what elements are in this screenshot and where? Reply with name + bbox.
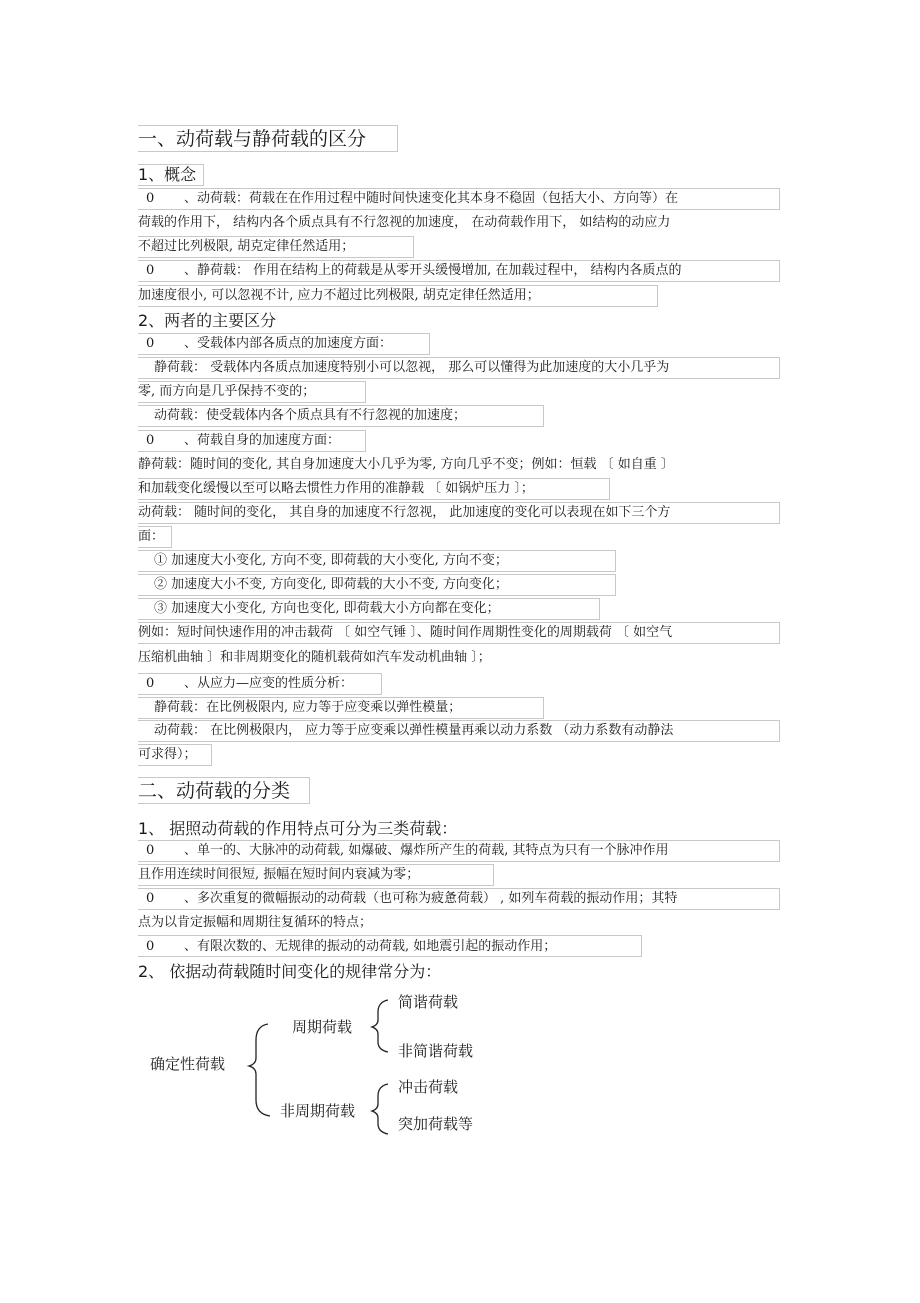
item-text: 、荷载自身的加速度方面： (184, 433, 341, 448)
list-item (146, 335, 392, 353)
item-text: 、动荷载：荷载在在作用过程中随时间快速变化其本身不稳固（包括大小、方向等）在 (184, 191, 679, 206)
diagram-root-label: 确定性荷载 (150, 1055, 226, 1073)
paragraph-line: 压缩机曲轴 〕和非周期变化的随机载荷如汽车发动机曲轴 〕； (138, 650, 491, 665)
paragraph-line: 静荷载：在比例极限内, 应力等于应变乘以弹性模量； (154, 700, 462, 715)
diagram-sudden-label: 突加荷载等 (398, 1115, 474, 1133)
heading-by-time: 2、 依据动荷载随时间变化的规律常分为： (138, 962, 442, 981)
paragraph-line: 静荷载：随时间的变化, 其自身加速度大小几乎为零, 方向几乎不变；例如：恒载 〔 如自重 〕 (138, 457, 674, 472)
brace-root (249, 1024, 270, 1116)
list-item (146, 938, 556, 956)
heading-differences: 2、两者的主要区分 (138, 311, 277, 330)
paragraph-line: 可求得）； (138, 747, 197, 762)
brace-periodic (372, 1000, 388, 1052)
paragraph-line: 静荷载： 受载体内各质点加速度特别小可以忽视， 那么可以懂得为此加速度的大小几乎为 (154, 360, 670, 375)
item-text: 、单一的、大脉冲的动荷载, 如爆破、爆炸所产生的荷载, 其特点为只有一个脉冲作用 (184, 843, 669, 858)
item-number: 0 (146, 191, 155, 206)
sub-list-item: ① 加速度大小变化, 方向不变, 即荷载的大小变化, 方向不变； (154, 553, 508, 568)
paragraph-line: 面： (138, 529, 165, 544)
brace-nonperiodic (372, 1084, 388, 1134)
paragraph-line: 和加载变化缓慢以至可以略去惯性力作用的准静载 〔 如锅炉压力 〕； (138, 481, 534, 496)
item-number: 0 (146, 843, 155, 858)
sub-list-item: ② 加速度大小不变, 方向变化, 即荷载的大小不变, 方向变化； (154, 577, 508, 592)
item-number: 0 (146, 263, 155, 278)
item-text: 、静荷载： 作用在结构上的荷载是从零开头缓慢增加, 在加载过程中， 结构内各质点的 (184, 263, 682, 278)
heading-concept: 1、概念 (138, 165, 197, 184)
item-number: 0 (146, 891, 155, 906)
list-item (146, 432, 340, 450)
item-text: 、有限次数的、无规律的振动的动荷载, 如地震引起的振动作用； (184, 939, 557, 954)
paragraph-line: 例如：短时间快速作用的冲击载荷 〔 如空气锤 〕、随时间作周期性变化的周期载荷 〔 如空气 (138, 625, 673, 640)
diagram-harmonic-label: 简谐荷载 (398, 993, 459, 1011)
item-text: 、从应力—应变的性质分析： (184, 676, 354, 691)
sub-list-item: ③ 加速度大小变化, 方向也变化, 即荷载大小方向都在变化； (154, 601, 500, 616)
item-number: 0 (146, 433, 155, 448)
section-title-2: 二、动荷载的分类 (138, 780, 291, 802)
diagram-nonharmonic-label: 非简谐荷载 (398, 1042, 474, 1060)
list-item (146, 190, 678, 208)
item-text: 、多次重复的微幅振动的动荷载（也可称为疲惫荷载） , 如列车荷载的振动作用；其特 (184, 891, 678, 906)
paragraph-line: 动荷载： 在比例极限内， 应力等于应变乘以弹性模量再乘以动力系数 （动力系数有动静法 (154, 723, 674, 738)
paragraph-line: 零, 而方向是几乎保持不变的； (138, 384, 316, 399)
list-item (146, 842, 669, 860)
paragraph-line: 动荷载：使受载体内各个质点具有不行忽视的加速度； (154, 408, 467, 423)
list-item (146, 262, 682, 280)
list-item (146, 675, 353, 693)
diagram-nonperiodic-label: 非周期荷载 (280, 1102, 356, 1120)
paragraph-line: 且作用连续时间很短, 振幅在短时间内衰减为零； (138, 867, 420, 882)
paragraph-line: 动荷载： 随时间的变化， 其自身的加速度不行忽视， 此加速度的变化可以表现在如下三个方 (138, 505, 671, 520)
heading-by-action: 1、 据照动荷载的作用特点可分为三类荷载： (138, 819, 458, 838)
list-item (146, 890, 677, 908)
paragraph-line: 不超过比列极限, 胡克定律任然适用； (138, 239, 355, 254)
item-text: 、受载体内部各质点的加速度方面： (184, 336, 393, 351)
diagram-periodic-label: 周期荷载 (292, 1018, 353, 1036)
item-number: 0 (146, 939, 155, 954)
item-number: 0 (146, 676, 155, 691)
section-title-1: 一、动荷载与静荷载的区分 (138, 128, 367, 150)
paragraph-line: 点为以肯定振幅和周期往复循环的特点； (138, 915, 373, 930)
diagram-impact-label: 冲击荷载 (398, 1078, 459, 1096)
paragraph-line: 加速度很小, 可以忽视不计, 应力不超过比列极限, 胡克定律任然适用； (138, 288, 540, 303)
paragraph-line: 荷载的作用下， 结构内各个质点具有不行忽视的加速度， 在动荷载作用下， 如结构的动应力 (138, 215, 671, 230)
item-number: 0 (146, 336, 155, 351)
